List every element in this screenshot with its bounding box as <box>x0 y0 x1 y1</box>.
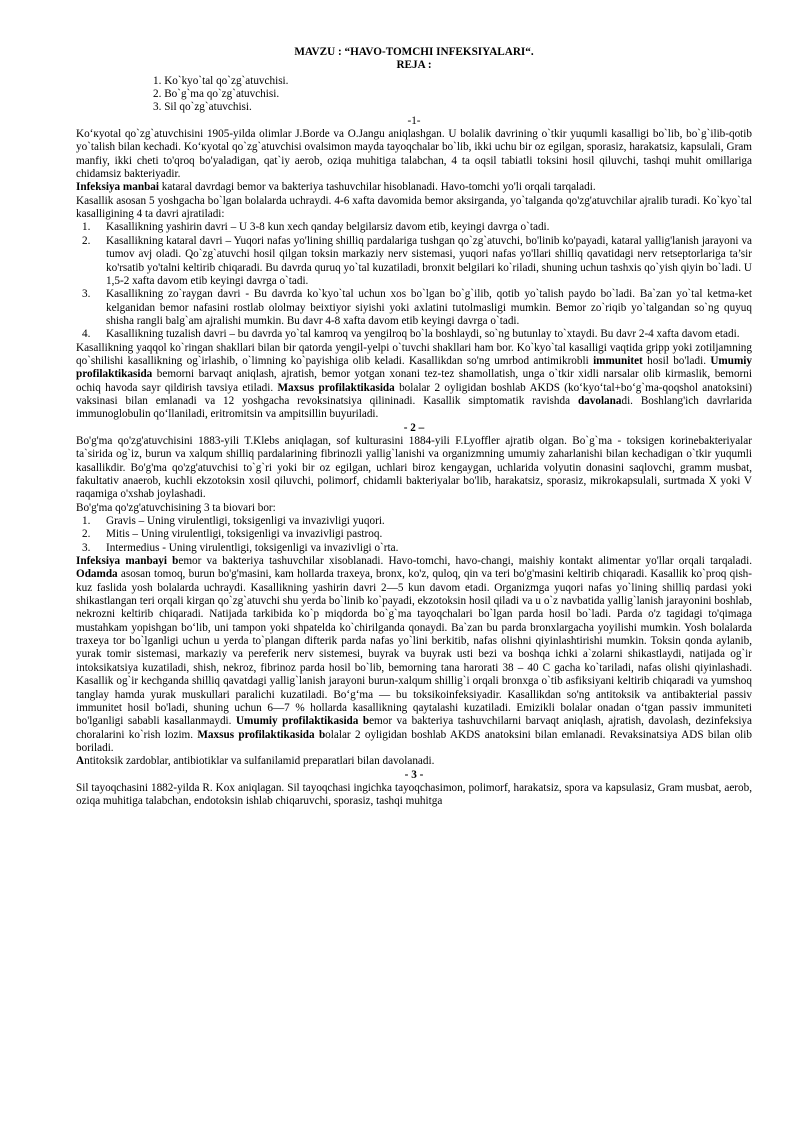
biovars-list <box>76 515 752 555</box>
plan-item: 1. Ko`kyo`tal qo`zg`atuvchisi. <box>153 74 289 87</box>
stages-list <box>76 221 752 341</box>
list-item: 2. Mitis – Uning virulentligi, toksigenligi va invazivligi pastroq. <box>82 528 383 541</box>
section-number: -1- <box>407 114 421 127</box>
paragraph: Bo'g'ma qo'zg'atuvchisining 3 ta biovari bor: <box>76 501 276 514</box>
paragraph: Antitoksik zardoblar, antibiotiklar va sulfanilamid preparatlari bilan davolanadi. <box>76 755 435 768</box>
section-number: - 3 - <box>404 768 424 781</box>
plan-item: 3. Sil qo`zg`atuvchisi. <box>153 101 252 114</box>
bold-term: immunitet <box>593 354 643 367</box>
list-item: 1. Gravis – Uning virulentligi, toksigenligi va invazivligi yuqori. <box>82 515 385 528</box>
paragraph: Infeksiya manbai kataral davrdagi bemor va bakteriya tashuvchilar hisoblanadi. Havo-tomchi yo'li orqali tarqaladi. <box>76 181 596 194</box>
bold-term: A <box>76 755 85 768</box>
bold-term: davolana <box>577 394 622 407</box>
bold-term: Odamda <box>76 568 118 581</box>
list-item: 2. Kasallikning kataral davri – Yuqori nafas yo'lining shilliq pardalariga tushgan qo`zg`atuvchi, bo'linib ko'payadi, kataral yallig'lanish jarayoni va tumov avj oladi. Qo`zg`atuvchi hosil qilgan toksin markaziy nerv sistemasi, yuqori nafas yo'llari shilliq qavatidagi nerv retseptorlariga ta’sir ko'rsatib yo'talni keltirib chiqaradi. Bu davrda quruq yo`tal kuzatiladi, bronxit belgilari ko`riladi, shuning uchun tashxis qo`yish qiyin bo`ladi. U 1,5-2 xafta davom etib keyingi davrga o`tadi. <box>82 234 752 287</box>
plan-list <box>76 75 752 115</box>
paragraph: Infeksiya manbayi bemor va bakteriya tashuvchilar xisoblanadi. Havo-tomchi, havo-changi, maishiy kontakt alimentar yo'llar orqali tarqaladi. Odamda asosan tomoq, burun bo'g'masini, kam hollarda traxeya, bronx, ko'z, quloq, qin va teri bo'g'masini keltirib chiqaradi. Kasallik ko`proq qish-kuz faslida yosh bolalarda uchraydi. Kasallikning yashirin davri 2—5 kun davom etadi. Organizmga yuqori nafas yo`lining shilliq pardasi yoki shikastlangan teri orqali kirgan qo`zg`atuvchi shu yerda bo`linib ko`payadi, ekzotoksin hosil qiladi va u o`z navbatida yallig`lanish jarayonini boshlab, nekrozni keltirib chiqaradi. Natijada tarkibida ko`p miqdorda bo`g`ma tayoqchalari bo`lgan parda hosil bo`ladi. Parda o'z tagidagi to'qimaga mustahkam yopishgan bo‘lib, uni tampon yoki shpatelda ko`chirilganda qonaydi. Ba`zan bu parda bronxlargacha yoyilishi mumkin. Yosh bolalarda traxeya tor bo`lganligi uchun u yerda to`plangan difterik parda nafas yo`lini berkitib, nafas olishni qiyinlashtirishi mumkin. Toksin qonda aylanib, yurak tomir sistemasi, markaziy va pereferik nerv sistemesi, buyrak va buyrak usti bezi va boshqa ichki a`zolarni shikastlaydi, natijada og`ir intoksikatsiya kuzatiladi, shish, nekroz, fibrinoz parda hosil bo`lib, bemorning tana harorati 38 – 40 C gacha ko`tariladi, nafas olishi qiyinlashadi. Kasallik og`ir kechganda shilliq qavatdagi yallig`lanish jarayoni burun-xalqum shillig`i orqali bronxga o`tib asfiksiyani keltirib chiqaradi va yumshoq tanglay hamda yurak muskullari paralichi kuzatiladi. Bo‘g‘ma — bu toksikoinfeksiyadir. Kasallikdan so'ng antitoksik va antibakterial passiv immunitet hosil bo'ladi, shuning uchun 6—7 % hollarda kasallikning qaytalashi kuzatiladi. Emizikli bolalar onadan o‘tgan passiv immuniteti bo'lganligi sababli kasallanmaydi. Umumiy profilaktikasida bemor va bakteriya tashuvchilarni barvaqt aniqlash, ajratish, davolash, dezinfeksiya choralarini ko`rish lozim. Maxsus profilaktikasida bolalar 2 oyligidan boshlab AKDS anatoksini bilan emlanadi. Revaksinatsiya ADS bilan olib boriladi. <box>76 555 752 754</box>
list-item: 3. Intermedius - Uning virulentligi, toksigenligi va invazivligi o`rta. <box>82 541 399 554</box>
paragraph: Kasallik asosan 5 yoshgacha bo`lgan bolalarda uchraydi. 4-6 xafta davomida bemor aksirganda, yo`talganda qo'zg'atuvchilar ajralib turadi. Ko`kyo`tal kasalligining 4 ta davri ajratiladi: <box>76 194 752 221</box>
document-title: MAVZU : “HAVO-TOMCHI INFEKSIYALARI“. <box>294 46 534 58</box>
paragraph: Bo'g'ma qo'zg'atuvchisini 1883-yili T.Klebs aniqlagan, sof kulturasini 1884-yili F.Lyoffler ajratib olgan. Bo`g`ma - toksigen korinebakteriyalar ta`sirida og`iz, burun va xalqum shilliq pardalarining fibrinozli yallig`lanishi va organizmning umumiy zaharlanishi bilan kechadigan o`tkir yuqumli kasallikdir. Bo'g'ma qo'zg'atuvchisi to`g`ri yoki bir oz egilgan, uchlari biroz kengaygan, uchlarida volyutin donasini saqlovchi, gramm musbat, fakultativ anaerob, kuchli ekzotoksin xosil qiluvchi, polimorf, chidamli bakteriyalar bo'lib, harakatsiz, sporasiz, mikrokapsulali, surtmada X yoki V raqamiga o'xshab joylashadi. <box>76 434 752 501</box>
section-number: - 2 – <box>403 421 425 434</box>
list-item: 1. Kasallikning yashirin davri – U 3-8 kun xech qanday belgilarsiz davom etib, keyingi davrga o`tadi. <box>82 221 550 234</box>
list-item: 3. Kasallikning zo`raygan davri - Bu davrda ko`kyo`tal uchun xos bo`lgan bo`g`ilib, qotib yo`talish paydo bo`ladi. Ba`zan yo`tal ketma-ket kelganidan bemor nafasini rostlab ololmay beixtiyor siyishi yoki axlatini tutolmasligi mumkin. Bemor zo`riqib yo`talgandan so`ng quyuq shisha rangli balg`am ajralishi mumkin. Bu davr 4-8 xafta davom etib keyingi davrga o`tadi. <box>82 288 752 327</box>
list-item: 4. Kasallikning tuzalish davri – bu davrda yo`tal kamroq va yengilroq bo`la boshlaydi, so`ng butunlay to`xtaydi. Bu davr 2-4 xafta davom etadi. <box>82 328 740 341</box>
plan-heading: REJA : <box>396 59 432 72</box>
bold-term: Infeksiya manbai <box>76 181 159 194</box>
bold-term: Umumiy profilaktikasida <box>76 354 752 381</box>
bold-term: Maxsus profilaktikasida b <box>197 728 326 741</box>
paragraph: Kasallikning yaqqol ko`ringan shakllari bilan bir qatorda yengil-yelpi o`tuvchi shakllari ham bor. Ko`kyo`tal kasalligi vaqtida gripp yoki zotiljamning qo`shilishi kasallikning og`irlashib, o`limning ko`payishiga olib keladi. Kasallikdan so'ng umrbod antimikrobli immunitet hosil bo'ladi. Umumiy profilaktikasida bemorni barvaqt aniqlash, ajratish, bemor yotgan xonani tez-tez shamollatish, unga o`tkir xidli narsalar olib kirmaslik, bemorni ochiq havoda sayr qildirish tavsiya etiladi. Maxsus profilaktikasida bolalar 2 oyligidan boshlab AKDS (ko‘kyo‘tal+bo‘g`ma-qoqshol anatoksini) vaksinasi bilan emlanadi va 12 yoshgacha revoksinatsiya qilininadi. Kasallik simptomatik ravishda davolanadi. Boshlang'ich davrlarida immunoglobulin qo‘llaniladi, eritromitsin va ampitsillin buyuriladi. <box>76 341 752 421</box>
bold-term: Infeksiya manbayi b <box>76 555 179 568</box>
plan-item: 2. Bo`g`ma qo`zg`atuvchisi. <box>153 88 280 101</box>
paragraph: Sil tayoqchasini 1882-yilda R. Kox aniqlagan. Sil tayoqchasi ingichka tayoqchasimon, polimorf, harakatsiz, spora va kapsulasiz, Gram musbat, aerob, oziqa muhitiga talabchan, endotoksin ishlab chiqaruvchi, sporasiz, tashqi muhitga <box>76 781 752 808</box>
bold-term: Umumiy profilaktikasida b <box>235 715 370 728</box>
paragraph: Koʻкyotal qo`zg`atuvchisini 1905-yilda olimlar J.Borde va O.Jangu aniqlashgan. U bolalik davrining o`tkir yuqumli kasalligi bo`lib, bo`g`ilib-qotib yo`talish bilan kechadi. Koʻкyotal qo`zg`atuvchisi ovalsimon mayda tayoqchalar bo`lib, ikki uchu bir oz egilgan, sporasiz, harakatsiz, kapsulali, Gram manfiy, ikki cheti to'qroq bo'yaladigan, qat`iy aerob, oziqa muhitiga talabchan, 4 ta oqsil tabiatli toksini hosil qiluvchi, tashqi muhit omillariga chidamsiz bakteriyadir. <box>76 128 752 181</box>
bold-term: Maxsus profilaktikasida <box>277 381 395 394</box>
